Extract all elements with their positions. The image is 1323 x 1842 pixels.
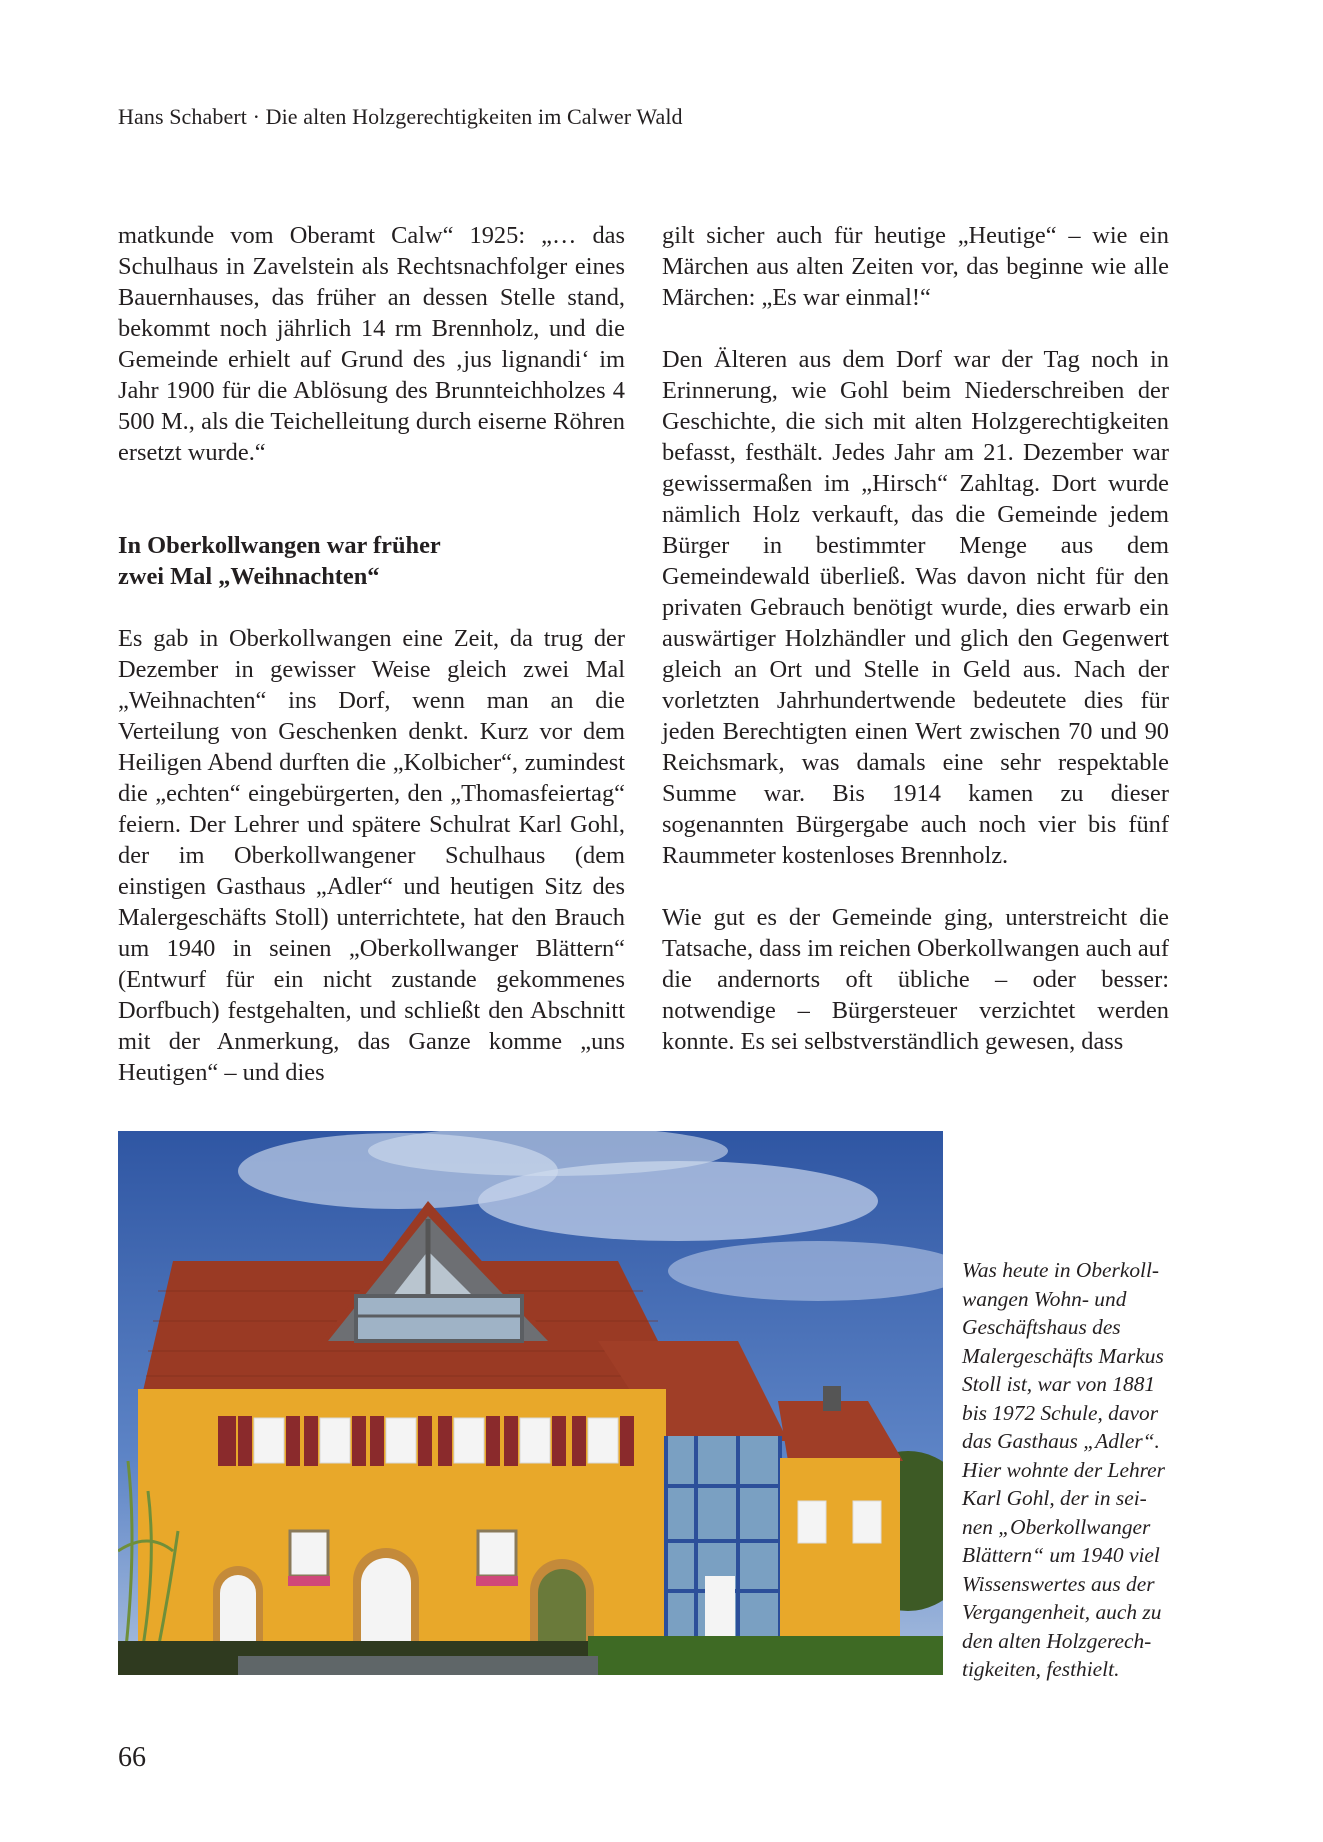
caption-line: Was heute in Oberkoll- [962,1258,1160,1282]
caption-line: Stoll ist, war von 1881 [962,1372,1156,1396]
paragraph: Wie gut es der Gemeinde ging, unterstreicht die Tatsache, dass im reichen Oberkollwangen auch auf die andernorts oft übliche – oder besser: notwendige – Bürgersteuer verzichtet werden konnte. Es sei selbstverständlich gewesen, dass [662,904,1169,1055]
caption-line: nen „Oberkollwanger [962,1514,1151,1539]
section-heading [118,530,625,592]
caption-line: Vergangenheit, auch zu [962,1600,1162,1624]
paragraph: gilt sicher auch für heutige „Heutige“ – wie ein Märchen aus alten Zeiten vor, das beginne wie alle Märchen: „Es war einmal!“ [662,222,1169,311]
caption-line: Blättern“ um 1940 viel [962,1543,1160,1567]
caption-line: Wissenswertes aus der [962,1571,1155,1596]
caption-line: Hier wohnte der Lehrer [962,1457,1165,1482]
caption-line: wangen Wohn- und [962,1286,1127,1311]
paragraph: matkunde vom Oberamt Calw“ 1925: „… das Schulhaus in Zavelstein als Rechtsnachfolger eines Bauernhauses, das früher an dessen Stelle stand, bekommt noch jährlich 14 rm Brennholz, und die Gemeinde erhielt auf Grund des ‚jus lignandi‘ im Jahr 1900 für die Ablösung des Brunnteichholzes 4 500 M., als die Teichelleitung durch eiserne Röhren ersetzt wurde.“ [118,222,625,466]
caption-line: Malergeschäfts Markus [962,1343,1164,1368]
left-column [118,220,625,1088]
spacer [118,499,625,530]
caption-line: den alten Holzgerech- [962,1628,1152,1653]
caption-line: Geschäftshaus des [962,1315,1121,1339]
page-number: 66 [118,1742,146,1773]
heading-line: zwei Mal „Weihnachten“ [118,563,380,590]
paragraph: Es gab in Oberkollwangen eine Zeit, da trug der Dezember in gewisser Weise gleich zwei Mal „Weihnachten“ ins Dorf, wenn man an die Verteilung von Geschenken denkt. Kurz vor dem Heiligen Abend durften die „Kolbicher“, zumindest die „echten“ eingebürgerten, den „Thomasfeiertag“ feiern. Der Lehrer und spätere Schulrat Karl Gohl, der im Oberkollwangener Schulhaus (dem einstigen Gasthaus „Adler“ und heutigen Sitz des Malergeschäfts Stoll) unterrichtete, hat den Brauch um 1940 in seinen „Oberkollwanger Blättern“ (Entwurf für ein nicht zustande gekommenes Dorfbuch) festgehalten, und schließt den Abschnitt mit der Anmerkung, das Ganze komme „uns Heutigen“ – und dies [118,625,625,1086]
paragraph: Den Älteren aus dem Dorf war der Tag noch in Erinnerung, wie Gohl beim Niederschreiben der Geschichte, die sich mit alten Holzgerechtigkeiten befasst, festhält. Jedes Jahr am 21. Dezember war gewissermaßen im „Hirsch“ Zahltag. Dort wurde nämlich Holz verkauft, das die Gemeinde jedem Bürger in bestimmter Menge aus dem Gemeindewald überließ. Was davon nicht für den privaten Gebrauch benötigt wurde, dies erwarb ein auswärtiger Holzhändler und glich den Gegenwert gleich an Ort und Stelle in Geld aus. Nach der vorletzten Jahrhundertwende bedeutete dies für jeden Berechtigten einen Wert zwischen 70 und 90 Reichsmark, was damals eine sehr respektable Summe war. Bis 1914 kamen zu dieser sogenannten Bürgergabe auch noch vier bis fünf Raummeter kostenloses Brennholz. [662,346,1169,869]
house-photo [118,1131,943,1675]
caption-line: tigkeiten, festhielt. [962,1657,1120,1681]
caption-line: Karl Gohl, der in sei- [962,1486,1147,1510]
right-column [662,220,1169,1057]
caption-line: das Gasthaus „Adler“. [962,1429,1160,1453]
caption-line: bis 1972 Schule, davor [962,1400,1159,1425]
photo-caption [962,1256,1187,1684]
running-header: Hans Schabert · Die alten Holzgerechtigkeiten im Calwer Wald [118,104,683,129]
heading-line: In Oberkollwangen war früher [118,532,441,559]
